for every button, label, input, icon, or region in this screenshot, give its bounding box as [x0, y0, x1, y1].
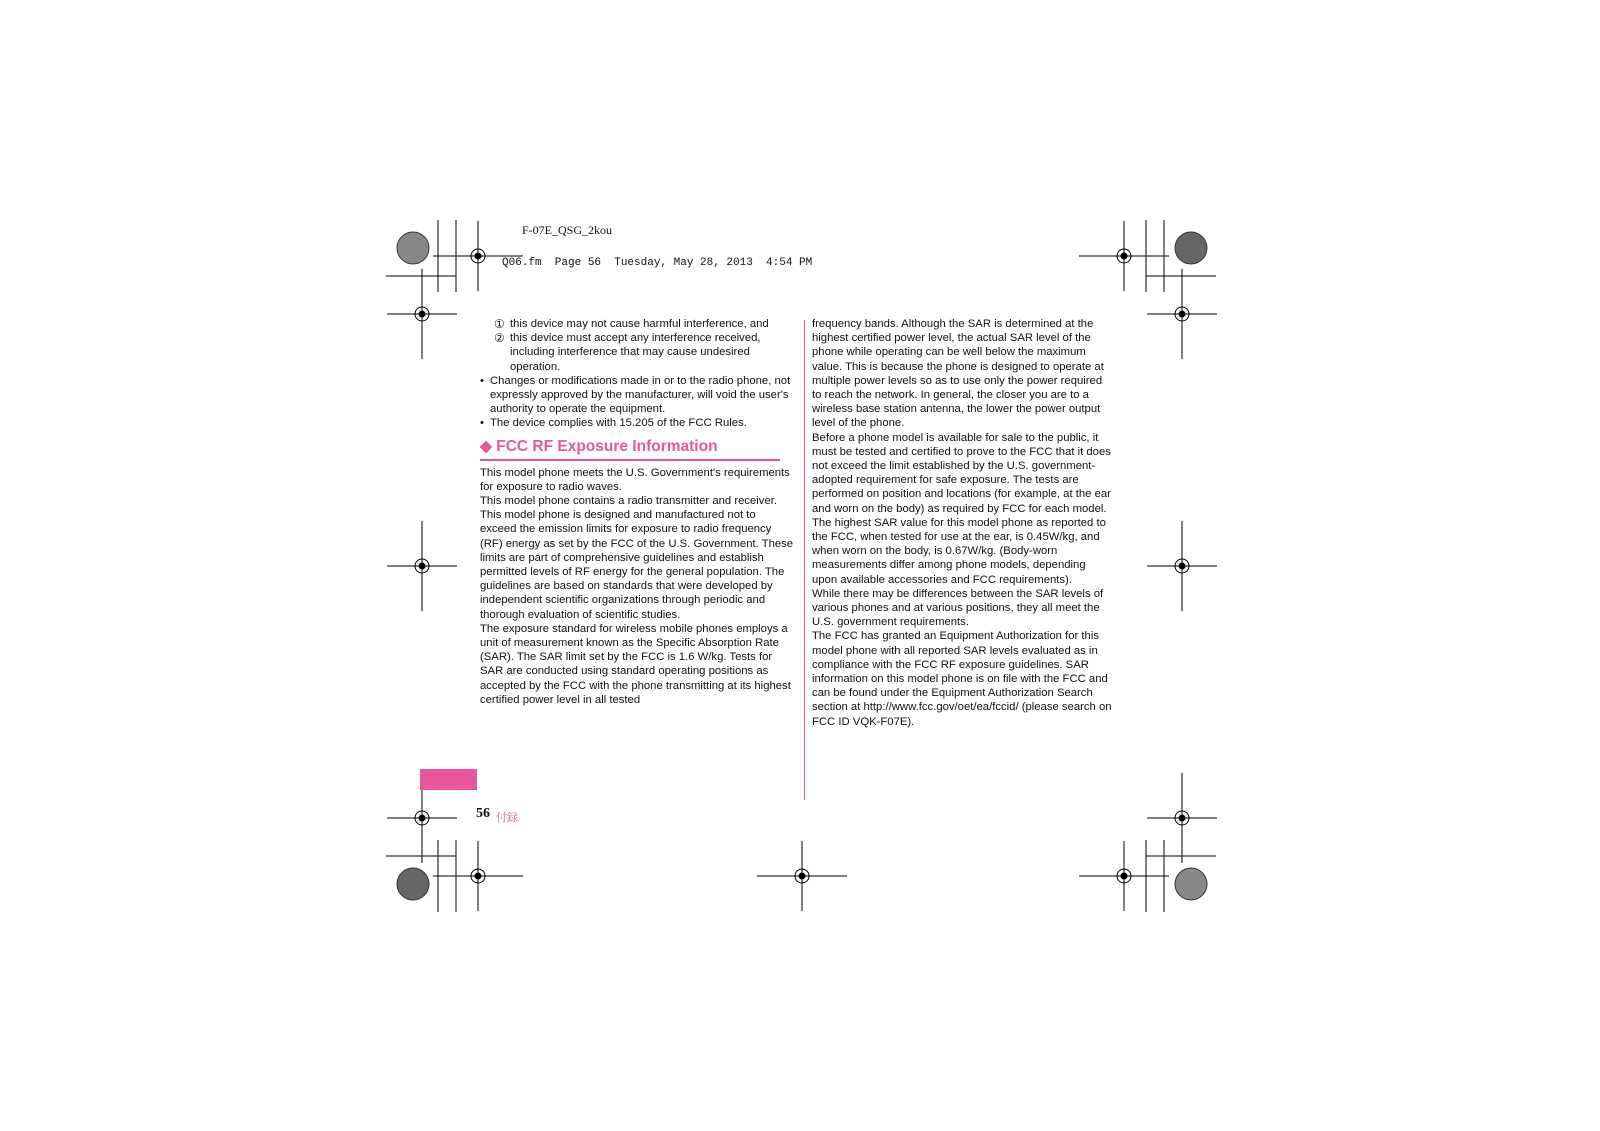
paragraph: The FCC has granted an Equipment Authorization for this model phone with all reported SAR levels evaluated as in compliance with the FCC RF exposure guidelines. SAR information on this model phone is on file with the FCC and can be found under the Equipment Authorization Search section at http://www.fcc.gov/oet/ea/fccid/ (please search on FCC ID VQK-F07E). [812, 630, 1112, 728]
enum-number: ① [494, 317, 505, 331]
file-label: F-07E_QSG_2kou [522, 223, 613, 237]
enum-text: this device may not cause harmful interference, and [510, 318, 769, 330]
left-column [480, 317, 794, 707]
paragraph: This model phone contains a radio transmitter and receiver. This model phone is designed and manufactured not to exceed the emission limits for exposure to radio frequency (RF) energy as set by the FCC of the U.S. Government. These limits are part of comprehensive guidelines and establish permitted levels of RF energy for the general population. The guidelines are based on standards that were developed by independent scientific organizations through periodic and thorough evaluation of scientific studies. [480, 495, 794, 621]
page-number: 56 [476, 806, 490, 821]
chapter-tab [420, 769, 477, 790]
paragraph: While there may be differences between the SAR levels of various phones and at various positions, they all meet the U.S. government requirements. [812, 587, 1104, 629]
section-label: 付録 [496, 812, 518, 824]
bullet-icon: • [480, 374, 484, 387]
slug-line: Q06.fm Page 56 Tuesday, May 28, 2013 4:54 PM [502, 257, 813, 269]
paragraph: This model phone meets the U.S. Government's requirements for exposure to radio waves. [480, 466, 790, 493]
right-column [812, 317, 1112, 729]
paragraph: The exposure standard for wireless mobile phones employs a unit of measurement known as the Specific Absorption Rate (SAR). The SAR limit set by the FCC is 1.6 W/kg. Tests for SAR are conducted using standard operating positions as accepted by the FCC with the phone transmitting at its highest certified power level in all tested [480, 622, 791, 706]
enum-number: ② [494, 331, 505, 346]
enum-item [494, 317, 794, 331]
paragraph: frequency bands. Although the SAR is determined at the highest certified power level, the actual SAR level of the phone while operating can be well below the maximum value. This is because the phone is designed to operate at multiple power levels so as to use only the power required to reach the network. In general, the closer you are to a wireless base station antenna, the lower the power output level of the phone. [812, 318, 1104, 430]
bullet-icon: • [480, 417, 484, 430]
enum-text: this device must accept any interference received, including interference that may cause undesired operation. [510, 332, 761, 373]
column-divider [804, 320, 805, 800]
bullet-item [480, 374, 794, 417]
paragraph: Before a phone model is available for sale to the public, it must be tested and certified to prove to the FCC that it does not exceed the limit established by the U.S. government-adopted requirement for safe exposure. The tests are performed on position and locations (for example, at the ear and worn on the body) as required by FCC for each model. The highest SAR value for this model phone as reported to the FCC, when tested for use at the ear, is 0.45W/kg, and when worn on the body, is 0.67W/kg. (Body-worn measurements differ among phone models, depending upon available accessories and FCC requirements). [812, 431, 1111, 586]
enum-item [494, 331, 794, 374]
bullet-item [480, 416, 794, 430]
bullet-text: Changes or modifications made in or to the radio phone, not expressly approved by the manufacturer, will void the user's authority to operate the equipment. [490, 374, 791, 416]
bullet-text: The device complies with 15.205 of the FCC Rules. [490, 417, 747, 430]
section-heading: ◆ FCC RF Exposure Information [480, 437, 780, 461]
